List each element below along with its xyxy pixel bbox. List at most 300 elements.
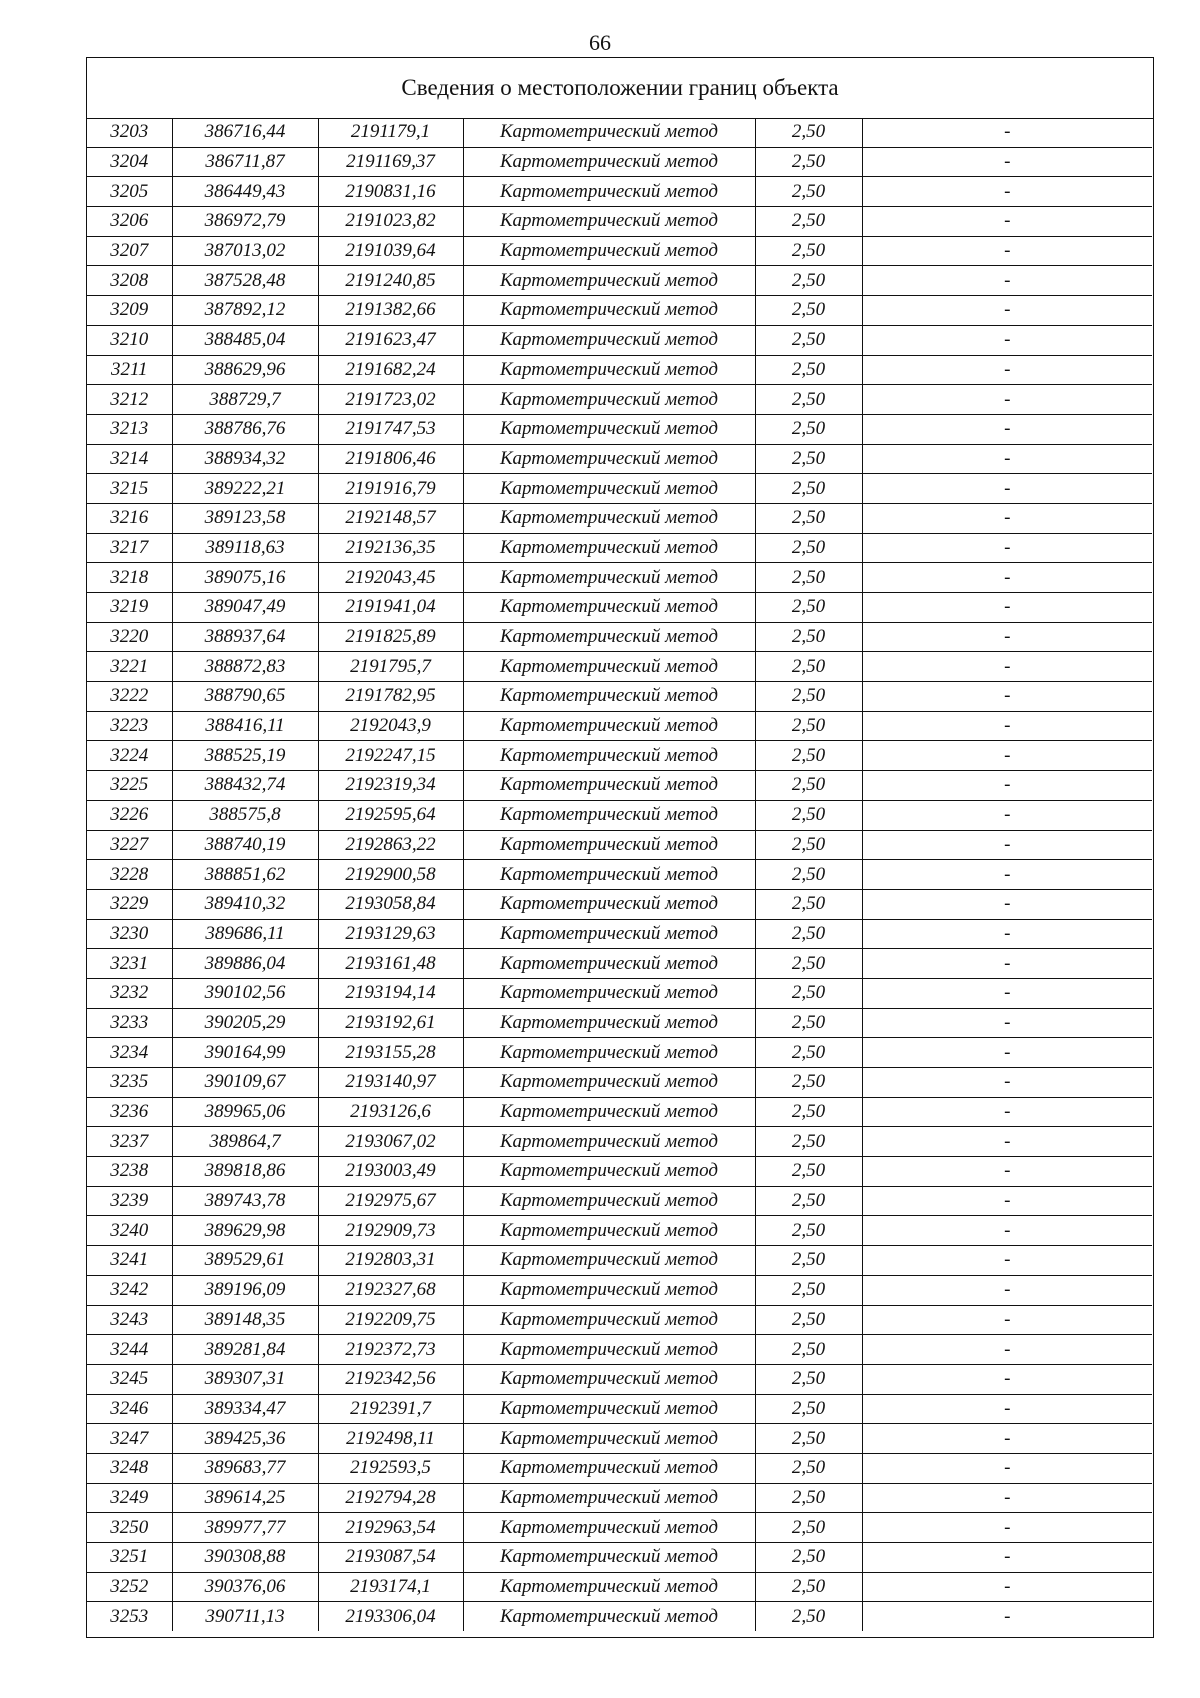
description-cell: -	[862, 296, 1152, 326]
accuracy-cell: 2,50	[755, 1275, 862, 1305]
method-cell: Картометрический метод	[463, 414, 755, 444]
description-cell: -	[862, 177, 1152, 207]
table-row	[87, 1424, 1152, 1454]
table-row	[87, 1572, 1152, 1602]
accuracy-cell: 2,50	[755, 949, 862, 979]
x-coordinate-cell: 389281,84	[172, 1335, 318, 1365]
method-cell: Картометрический метод	[463, 1424, 755, 1454]
x-coordinate-cell: 387528,48	[172, 266, 318, 296]
point-number-cell: 3232	[87, 978, 172, 1008]
y-coordinate-cell: 2191941,04	[318, 593, 463, 623]
description-cell: -	[862, 1572, 1152, 1602]
x-coordinate-cell: 388872,83	[172, 652, 318, 682]
y-coordinate-cell: 2193306,04	[318, 1602, 463, 1631]
point-number-cell: 3213	[87, 414, 172, 444]
x-coordinate-cell: 388629,96	[172, 355, 318, 385]
y-coordinate-cell: 2192342,56	[318, 1364, 463, 1394]
description-cell: -	[862, 1127, 1152, 1157]
x-coordinate-cell: 388740,19	[172, 830, 318, 860]
y-coordinate-cell: 2193140,97	[318, 1068, 463, 1098]
y-coordinate-cell: 2192593,5	[318, 1453, 463, 1483]
description-cell: -	[862, 1424, 1152, 1454]
y-coordinate-cell: 2192247,15	[318, 741, 463, 771]
accuracy-cell: 2,50	[755, 860, 862, 890]
method-cell: Картометрический метод	[463, 385, 755, 415]
x-coordinate-cell: 389965,06	[172, 1097, 318, 1127]
description-cell: -	[862, 1335, 1152, 1365]
description-cell: -	[862, 236, 1152, 266]
table-row	[87, 593, 1152, 623]
accuracy-cell: 2,50	[755, 1157, 862, 1187]
accuracy-cell: 2,50	[755, 355, 862, 385]
y-coordinate-cell: 2193174,1	[318, 1572, 463, 1602]
y-coordinate-cell: 2192975,67	[318, 1186, 463, 1216]
x-coordinate-cell: 389629,98	[172, 1216, 318, 1246]
description-cell: -	[862, 503, 1152, 533]
table-row	[87, 563, 1152, 593]
accuracy-cell: 2,50	[755, 1453, 862, 1483]
accuracy-cell: 2,50	[755, 1602, 862, 1631]
description-cell: -	[862, 978, 1152, 1008]
table-row	[87, 889, 1152, 919]
description-cell: -	[862, 385, 1152, 415]
description-cell: -	[862, 1216, 1152, 1246]
point-number-cell: 3240	[87, 1216, 172, 1246]
x-coordinate-cell: 389864,7	[172, 1127, 318, 1157]
x-coordinate-cell: 389425,36	[172, 1424, 318, 1454]
y-coordinate-cell: 2193003,49	[318, 1157, 463, 1187]
description-cell: -	[862, 325, 1152, 355]
table-row	[87, 1543, 1152, 1573]
method-cell: Картометрический метод	[463, 1364, 755, 1394]
description-cell: -	[862, 1364, 1152, 1394]
y-coordinate-cell: 2193129,63	[318, 919, 463, 949]
method-cell: Картометрический метод	[463, 266, 755, 296]
accuracy-cell: 2,50	[755, 177, 862, 207]
table-row	[87, 1038, 1152, 1068]
method-cell: Картометрический метод	[463, 118, 755, 147]
x-coordinate-cell: 388575,8	[172, 800, 318, 830]
method-cell: Картометрический метод	[463, 1453, 755, 1483]
table-row	[87, 949, 1152, 979]
x-coordinate-cell: 388485,04	[172, 325, 318, 355]
accuracy-cell: 2,50	[755, 1394, 862, 1424]
page-number: 66	[589, 30, 611, 55]
table-row	[87, 919, 1152, 949]
table-row	[87, 1453, 1152, 1483]
accuracy-cell: 2,50	[755, 1513, 862, 1543]
point-number-cell: 3243	[87, 1305, 172, 1335]
method-cell: Картометрический метод	[463, 682, 755, 712]
y-coordinate-cell: 2191916,79	[318, 474, 463, 504]
x-coordinate-cell: 389334,47	[172, 1394, 318, 1424]
description-cell: -	[862, 889, 1152, 919]
description-cell: -	[862, 830, 1152, 860]
method-cell: Картометрический метод	[463, 1038, 755, 1068]
accuracy-cell: 2,50	[755, 266, 862, 296]
table-row	[87, 385, 1152, 415]
method-cell: Картометрический метод	[463, 860, 755, 890]
accuracy-cell: 2,50	[755, 325, 862, 355]
y-coordinate-cell: 2192319,34	[318, 771, 463, 801]
table-row	[87, 1186, 1152, 1216]
method-cell: Картометрический метод	[463, 1186, 755, 1216]
y-coordinate-cell: 2193192,61	[318, 1008, 463, 1038]
table-row	[87, 1008, 1152, 1038]
description-cell: -	[862, 1305, 1152, 1335]
description-cell: -	[862, 622, 1152, 652]
description-cell: -	[862, 266, 1152, 296]
description-cell: -	[862, 860, 1152, 890]
x-coordinate-cell: 389123,58	[172, 503, 318, 533]
accuracy-cell: 2,50	[755, 118, 862, 147]
method-cell: Картометрический метод	[463, 177, 755, 207]
point-number-cell: 3237	[87, 1127, 172, 1157]
description-cell: -	[862, 1543, 1152, 1573]
table-body	[87, 118, 1152, 1631]
table-row	[87, 830, 1152, 860]
x-coordinate-cell: 389743,78	[172, 1186, 318, 1216]
point-number-cell: 3252	[87, 1572, 172, 1602]
accuracy-cell: 2,50	[755, 622, 862, 652]
table-row	[87, 1127, 1152, 1157]
x-coordinate-cell: 389529,61	[172, 1246, 318, 1276]
point-number-cell: 3231	[87, 949, 172, 979]
method-cell: Картометрический метод	[463, 741, 755, 771]
method-cell: Картометрический метод	[463, 978, 755, 1008]
method-cell: Картометрический метод	[463, 1513, 755, 1543]
point-number-cell: 3230	[87, 919, 172, 949]
point-number-cell: 3217	[87, 533, 172, 563]
accuracy-cell: 2,50	[755, 741, 862, 771]
method-cell: Картометрический метод	[463, 1127, 755, 1157]
method-cell: Картометрический метод	[463, 296, 755, 326]
y-coordinate-cell: 2191782,95	[318, 682, 463, 712]
table-row	[87, 118, 1152, 147]
y-coordinate-cell: 2191382,66	[318, 296, 463, 326]
table-row	[87, 682, 1152, 712]
point-number-cell: 3228	[87, 860, 172, 890]
table-row	[87, 1275, 1152, 1305]
accuracy-cell: 2,50	[755, 503, 862, 533]
method-cell: Картометрический метод	[463, 593, 755, 623]
point-number-cell: 3216	[87, 503, 172, 533]
table-row	[87, 771, 1152, 801]
table-row	[87, 741, 1152, 771]
description-cell: -	[862, 207, 1152, 237]
y-coordinate-cell: 2192209,75	[318, 1305, 463, 1335]
point-number-cell: 3246	[87, 1394, 172, 1424]
y-coordinate-cell: 2192148,57	[318, 503, 463, 533]
x-coordinate-cell: 389818,86	[172, 1157, 318, 1187]
method-cell: Картометрический метод	[463, 355, 755, 385]
y-coordinate-cell: 2191747,53	[318, 414, 463, 444]
method-cell: Картометрический метод	[463, 1305, 755, 1335]
point-number-cell: 3206	[87, 207, 172, 237]
accuracy-cell: 2,50	[755, 563, 862, 593]
method-cell: Картометрический метод	[463, 1216, 755, 1246]
table-row	[87, 652, 1152, 682]
accuracy-cell: 2,50	[755, 593, 862, 623]
x-coordinate-cell: 386972,79	[172, 207, 318, 237]
description-cell: -	[862, 919, 1152, 949]
accuracy-cell: 2,50	[755, 444, 862, 474]
y-coordinate-cell: 2193155,28	[318, 1038, 463, 1068]
x-coordinate-cell: 390711,13	[172, 1602, 318, 1631]
x-coordinate-cell: 390109,67	[172, 1068, 318, 1098]
description-cell: -	[862, 414, 1152, 444]
y-coordinate-cell: 2191169,37	[318, 147, 463, 177]
accuracy-cell: 2,50	[755, 1038, 862, 1068]
point-number-cell: 3211	[87, 355, 172, 385]
y-coordinate-cell: 2192043,45	[318, 563, 463, 593]
y-coordinate-cell: 2193087,54	[318, 1543, 463, 1573]
point-number-cell: 3218	[87, 563, 172, 593]
x-coordinate-cell: 389977,77	[172, 1513, 318, 1543]
point-number-cell: 3209	[87, 296, 172, 326]
point-number-cell: 3205	[87, 177, 172, 207]
x-coordinate-cell: 390102,56	[172, 978, 318, 1008]
accuracy-cell: 2,50	[755, 147, 862, 177]
point-number-cell: 3223	[87, 711, 172, 741]
method-cell: Картометрический метод	[463, 1572, 755, 1602]
table-row	[87, 860, 1152, 890]
y-coordinate-cell: 2191623,47	[318, 325, 463, 355]
method-cell: Картометрический метод	[463, 1335, 755, 1365]
method-cell: Картометрический метод	[463, 652, 755, 682]
table-row	[87, 1068, 1152, 1098]
x-coordinate-cell: 387013,02	[172, 236, 318, 266]
y-coordinate-cell: 2191723,02	[318, 385, 463, 415]
description-cell: -	[862, 1038, 1152, 1068]
y-coordinate-cell: 2193126,6	[318, 1097, 463, 1127]
y-coordinate-cell: 2192794,28	[318, 1483, 463, 1513]
point-number-cell: 3249	[87, 1483, 172, 1513]
table-row	[87, 1216, 1152, 1246]
y-coordinate-cell: 2192963,54	[318, 1513, 463, 1543]
table-row	[87, 474, 1152, 504]
x-coordinate-cell: 390376,06	[172, 1572, 318, 1602]
table-title: Сведения о местоположении границ объекта	[87, 58, 1153, 119]
point-number-cell: 3248	[87, 1453, 172, 1483]
point-number-cell: 3250	[87, 1513, 172, 1543]
description-cell: -	[862, 1157, 1152, 1187]
point-number-cell: 3215	[87, 474, 172, 504]
table-row	[87, 1157, 1152, 1187]
table-row	[87, 800, 1152, 830]
accuracy-cell: 2,50	[755, 1305, 862, 1335]
table-row	[87, 1305, 1152, 1335]
table-row	[87, 147, 1152, 177]
boundary-table-frame	[86, 57, 1154, 1638]
accuracy-cell: 2,50	[755, 1097, 862, 1127]
accuracy-cell: 2,50	[755, 889, 862, 919]
y-coordinate-cell: 2191825,89	[318, 622, 463, 652]
description-cell: -	[1004, 1605, 1011, 1627]
method-cell: Картометрический метод	[463, 1483, 755, 1513]
x-coordinate-cell: 388416,11	[172, 711, 318, 741]
point-number-cell: 3239	[87, 1186, 172, 1216]
table-row	[87, 503, 1152, 533]
x-coordinate-cell: 388525,19	[172, 741, 318, 771]
accuracy-cell: 2,50	[755, 414, 862, 444]
point-number-cell: 3225	[87, 771, 172, 801]
x-coordinate-cell: 389683,77	[172, 1453, 318, 1483]
y-coordinate-cell: 2191795,7	[318, 652, 463, 682]
accuracy-cell: 2,50	[755, 1186, 862, 1216]
y-coordinate-cell: 2193161,48	[318, 949, 463, 979]
table-row	[87, 444, 1152, 474]
table-row	[87, 1602, 1152, 1631]
description-cell: -	[862, 593, 1152, 623]
point-number-cell: 3235	[87, 1068, 172, 1098]
table-row	[87, 1246, 1152, 1276]
description-cell: -	[862, 1186, 1152, 1216]
x-coordinate-cell: 388937,64	[172, 622, 318, 652]
point-number-cell: 3247	[87, 1424, 172, 1454]
x-coordinate-cell: 388790,65	[172, 682, 318, 712]
description-cell: -	[862, 1394, 1152, 1424]
description-cell: -	[862, 682, 1152, 712]
x-coordinate-cell: 386711,87	[172, 147, 318, 177]
description-cell: -	[862, 771, 1152, 801]
x-coordinate-cell: 390205,29	[172, 1008, 318, 1038]
description-cell: -	[862, 147, 1152, 177]
accuracy-cell: 2,50	[755, 682, 862, 712]
y-coordinate-cell: 2193067,02	[318, 1127, 463, 1157]
description-cell: -	[862, 355, 1152, 385]
x-coordinate-cell: 388934,32	[172, 444, 318, 474]
accuracy-cell: 2,50	[755, 385, 862, 415]
point-number-cell: 3226	[87, 800, 172, 830]
method-cell: Картометрический метод	[463, 147, 755, 177]
x-coordinate-cell: 388786,76	[172, 414, 318, 444]
table-row	[87, 1483, 1152, 1513]
x-coordinate-cell: 389410,32	[172, 889, 318, 919]
point-number-cell: 3251	[87, 1543, 172, 1573]
point-number-cell: 3244	[87, 1335, 172, 1365]
accuracy-cell: 2,50	[755, 1572, 862, 1602]
point-number-cell: 3210	[87, 325, 172, 355]
x-coordinate-cell: 389118,63	[172, 533, 318, 563]
table-row	[87, 266, 1152, 296]
y-coordinate-cell: 2193058,84	[318, 889, 463, 919]
accuracy-cell: 2,50	[755, 652, 862, 682]
table-row	[87, 1394, 1152, 1424]
point-number-cell: 3234	[87, 1038, 172, 1068]
method-cell: Картометрический метод	[463, 711, 755, 741]
accuracy-cell: 2,50	[755, 711, 862, 741]
table-row	[87, 414, 1152, 444]
point-number-cell: 3224	[87, 741, 172, 771]
method-cell: Картометрический метод	[463, 444, 755, 474]
boundary-coordinates-table	[87, 118, 1152, 1631]
method-cell: Картометрический метод	[463, 1246, 755, 1276]
table-row	[87, 177, 1152, 207]
y-coordinate-cell: 2192803,31	[318, 1246, 463, 1276]
method-cell: Картометрический метод	[463, 1008, 755, 1038]
method-cell: Картометрический метод	[463, 236, 755, 266]
x-coordinate-cell: 387892,12	[172, 296, 318, 326]
accuracy-cell: 2,50	[755, 800, 862, 830]
point-number-cell: 3236	[87, 1097, 172, 1127]
accuracy-cell: 2,50	[755, 1216, 862, 1246]
accuracy-cell: 2,50	[755, 207, 862, 237]
x-coordinate-cell: 390308,88	[172, 1543, 318, 1573]
table-row	[87, 978, 1152, 1008]
description-cell: -	[862, 563, 1152, 593]
x-coordinate-cell: 388729,7	[172, 385, 318, 415]
method-cell: Картометрический метод	[463, 533, 755, 563]
table-row	[87, 1513, 1152, 1543]
y-coordinate-cell: 2192391,7	[318, 1394, 463, 1424]
accuracy-cell: 2,50	[755, 296, 862, 326]
description-cell: -	[862, 118, 1152, 147]
table-row	[87, 1364, 1152, 1394]
point-number-cell: 3229	[87, 889, 172, 919]
accuracy-cell: 2,50	[755, 1424, 862, 1454]
point-number-cell: 3219	[87, 593, 172, 623]
point-number-cell: 3242	[87, 1275, 172, 1305]
accuracy-cell: 2,50	[755, 1335, 862, 1365]
table-row	[87, 1335, 1152, 1365]
x-coordinate-cell: 389686,11	[172, 919, 318, 949]
accuracy-cell: 2,50	[755, 919, 862, 949]
method-cell: Картометрический метод	[463, 1157, 755, 1187]
accuracy-cell: 2,50	[755, 1543, 862, 1573]
description-cell: -	[862, 1483, 1152, 1513]
point-number-cell: 3214	[87, 444, 172, 474]
accuracy-cell: 2,50	[755, 771, 862, 801]
point-number-cell: 3208	[87, 266, 172, 296]
accuracy-cell: 2,50	[755, 1068, 862, 1098]
method-cell: Картометрический метод	[463, 1602, 755, 1631]
point-number-cell: 3221	[87, 652, 172, 682]
accuracy-cell: 2,50	[755, 236, 862, 266]
point-number-cell: 3233	[87, 1008, 172, 1038]
method-cell: Картометрический метод	[463, 207, 755, 237]
point-number-cell: 3204	[87, 147, 172, 177]
table-row	[87, 711, 1152, 741]
table-row	[87, 296, 1152, 326]
accuracy-cell: 2,50	[755, 830, 862, 860]
y-coordinate-cell: 2191023,82	[318, 207, 463, 237]
method-cell: Картометрический метод	[463, 771, 755, 801]
method-cell: Картометрический метод	[463, 1097, 755, 1127]
accuracy-cell: 2,50	[755, 1008, 862, 1038]
y-coordinate-cell: 2191682,24	[318, 355, 463, 385]
table-row	[87, 325, 1152, 355]
y-coordinate-cell: 2191039,64	[318, 236, 463, 266]
description-cell: -	[862, 1246, 1152, 1276]
point-number-cell: 3203	[87, 118, 172, 147]
x-coordinate-cell: 389148,35	[172, 1305, 318, 1335]
description-cell: -	[862, 949, 1152, 979]
method-cell: Картометрический метод	[463, 800, 755, 830]
x-coordinate-cell: 386449,43	[172, 177, 318, 207]
method-cell: Картометрический метод	[463, 325, 755, 355]
point-number-cell: 3241	[87, 1246, 172, 1276]
table-row	[87, 533, 1152, 563]
accuracy-cell: 2,50	[755, 474, 862, 504]
y-coordinate-cell: 2191240,85	[318, 266, 463, 296]
method-cell: Картометрический метод	[463, 474, 755, 504]
accuracy-cell: 2,50	[755, 1364, 862, 1394]
point-number-cell: 3220	[87, 622, 172, 652]
method-cell: Картометрический метод	[463, 1068, 755, 1098]
point-number-cell: 3222	[87, 682, 172, 712]
description-cell: -	[862, 741, 1152, 771]
